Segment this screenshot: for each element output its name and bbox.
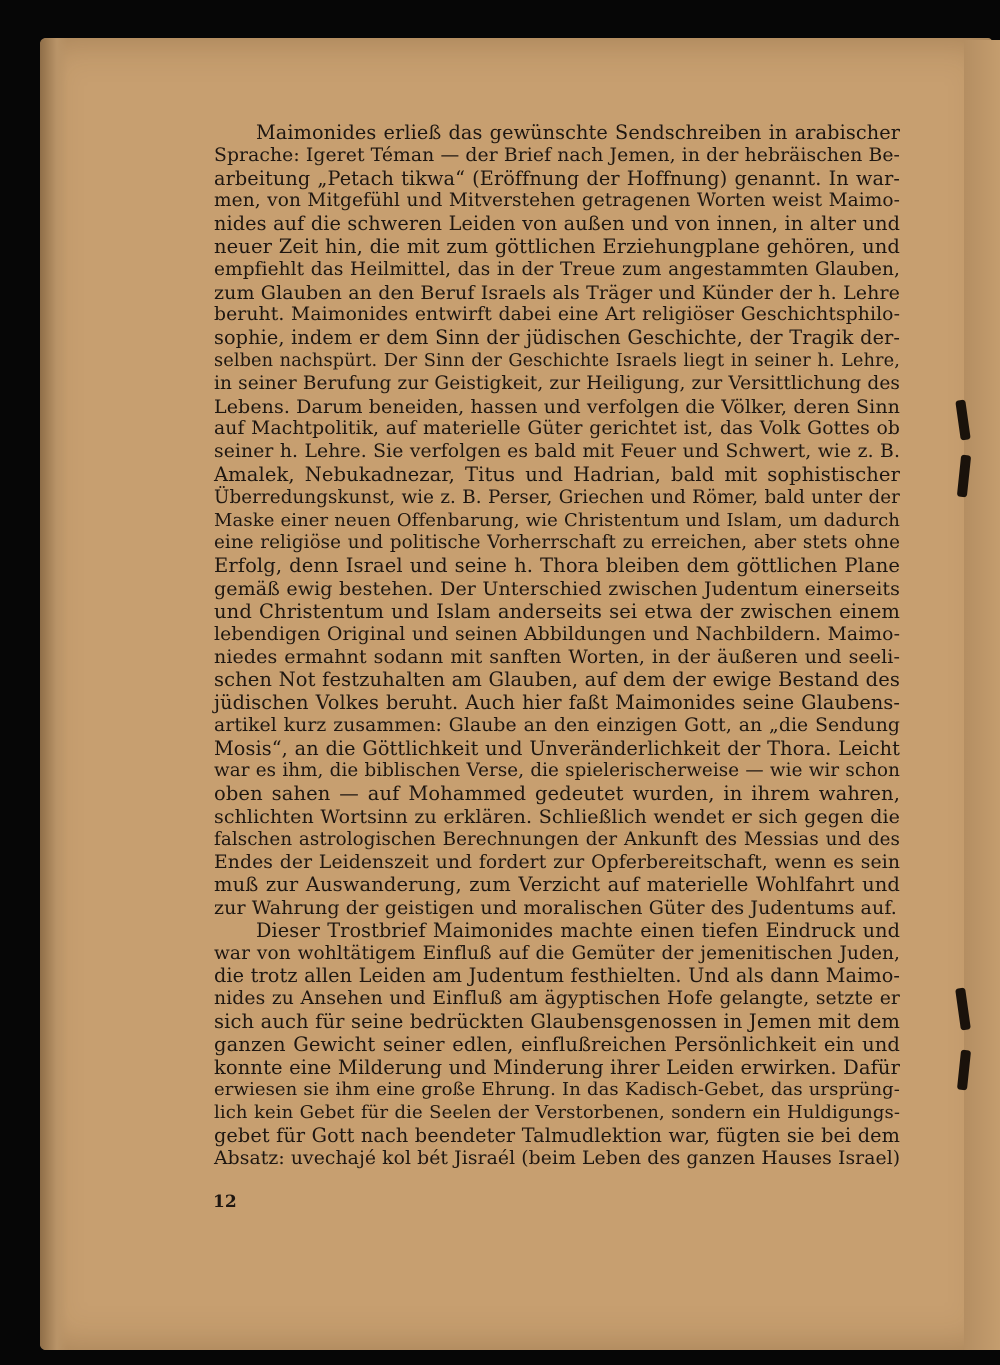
text-line: Endes der Leidenszeit und fordert zur Opferbereitschaft, wenn es sein <box>214 851 900 873</box>
text-line: Amalek, Nebukadnezar, Titus und Hadrian, bald mit sophistischer <box>214 462 900 486</box>
text-line: Sprache: Igeret Téman — der Brief nach Jemen, in der hebräischen Be- <box>214 144 900 166</box>
text-line: gebet für Gott nach beendeter Talmudlektion war, fügten sie bei dem <box>214 1124 900 1148</box>
text-line: und Christentum und Islam anderseits sei etwa der zwischen einem <box>214 599 900 623</box>
text-line: lich kein Gebet für die Seelen der Verstorbenen, sondern ein Huldigungs- <box>214 1102 900 1124</box>
text-line: neuer Zeit hin, die mit zum göttlichen Erziehungplane gehören, und <box>214 234 900 258</box>
text-line: Lebens. Darum beneiden, hassen und verfolgen die Völker, deren Sinn <box>214 395 900 418</box>
text-line: sophie, indem er dem Sinn der jüdischen Geschichte, der Tragik der- <box>214 326 900 350</box>
text-line: muß zur Auswanderung, zum Verzicht auf materielle Wohlfahrt und <box>214 873 900 897</box>
text-line: beruht. Maimonides entwirft dabei eine Art religiöser Geschichtsphilo- <box>214 304 900 326</box>
page-binding-edge <box>40 38 68 1350</box>
text-line: arbeitung „Petach tikwa“ (Eröffnung der Hoffnung) genannt. In war- <box>214 166 900 190</box>
text-line: empfiehlt das Heilmittel, das in der Treue zum angestammten Glauben, <box>214 258 900 280</box>
text-line: Maimonides erließ das gewünschte Sendschreiben in arabischer <box>256 121 900 144</box>
text-line: artikel kurz zusammen: Glaube an den einzigen Gott, an „die Sendung <box>214 714 900 736</box>
next-page-edge <box>964 40 1000 1350</box>
text-line: zum Glauben an den Beruf Israels als Träger und Künder der h. Lehre <box>214 281 900 304</box>
text-line: erwiesen sie ihm eine große Ehrung. In das Kadisch-Gebet, das ursprüng- <box>214 1079 900 1101</box>
text-line: schlichten Wortsinn zu erklären. Schließlich wendet er sich gegen die <box>214 805 900 828</box>
text-line: war von wohltätigem Einfluß auf die Gemüter der jemenitischen Juden, <box>214 942 900 964</box>
text-line: ganzen Gewicht seiner edlen, einflußreichen Persönlichkeit ein und <box>214 1032 900 1056</box>
text-line: Maske einer neuen Offenbarung, wie Christentum und Islam, um dadurch <box>214 509 900 531</box>
text-line: nides auf die schweren Leiden von außen und von innen, in alter und <box>214 212 900 236</box>
text-line: Überredungskunst, wie z. B. Perser, Griechen und Römer, bald unter der <box>214 486 900 508</box>
text-line: falschen astrologischen Berechnungen der Ankunft des Messias und des <box>214 828 900 850</box>
text-line: lebendigen Original und seinen Abbildungen und Nachbildern. Maimo- <box>214 623 900 645</box>
text-line: seiner h. Lehre. Sie verfolgen es bald mit Feuer und Schwert, wie z. B. <box>214 441 900 463</box>
text-line: zur Wahrung der geistigen und moralischen Güter des Judentums auf. <box>214 897 897 920</box>
text-line: selben nachspürt. Der Sinn der Geschichte Israels liegt in seiner h. Lehre, <box>214 350 900 371</box>
text-line: jüdischen Volkes beruht. Auch hier faßt Maimonides seine Glaubens- <box>214 690 900 714</box>
text-line: sich auch für seine bedrückten Glaubensgenossen in Jemen mit dem <box>214 1010 900 1034</box>
text-line: die trotz allen Leiden am Judentum festhielten. Und als dann Maimo- <box>214 964 900 988</box>
text-line: Mosis“, an die Göttlichkeit und Unveränderlichkeit der Thora. Leicht <box>214 736 900 760</box>
page-number: 12 <box>213 1192 237 1212</box>
text-line: eine religiöse und politische Vorherrschaft zu erreichen, aber stets ohne <box>214 532 900 554</box>
text-line: niedes ermahnt sodann mit sanften Worten, in der äußeren und seeli- <box>214 646 900 669</box>
text-line: Dieser Trostbrief Maimonides machte einen tiefen Eindruck und <box>256 918 900 942</box>
text-line: Absatz: uvechajé kol bét Jisraél (beim Leben des ganzen Hauses Israel) <box>214 1147 901 1169</box>
text-line: konnte eine Milderung und Minderung ihrer Leiden erwirken. Dafür <box>214 1055 900 1079</box>
text-line: auf Machtpolitik, auf materielle Güter gerichtet ist, das Volk Gottes ob <box>214 418 900 440</box>
text-line: nides zu Ansehen und Einfluß am ägyptischen Hofe gelangte, setzte er <box>214 988 900 1010</box>
text-line: oben sahen — auf Mohammed gedeutet wurden, in ihrem wahren, <box>214 782 900 806</box>
text-line: schen Not festzuhalten am Glauben, auf dem der ewige Bestand des <box>214 668 900 692</box>
text-line: Erfolg, denn Israel und seine h. Thora bleiben dem göttlichen Plane <box>214 554 900 578</box>
text-line: war es ihm, die biblischen Verse, die spielerischerweise — wie wir schon <box>214 760 900 782</box>
text-line: men, von Mitgefühl und Mitverstehen getragenen Worten weist Maimo- <box>214 190 900 212</box>
body-text <box>214 122 900 1171</box>
text-line: gemäß ewig bestehen. Der Unterschied zwischen Judentum einerseits <box>214 577 900 600</box>
text-line: in seiner Berufung zur Geistigkeit, zur Heiligung, zur Versittlichung des <box>214 372 900 394</box>
